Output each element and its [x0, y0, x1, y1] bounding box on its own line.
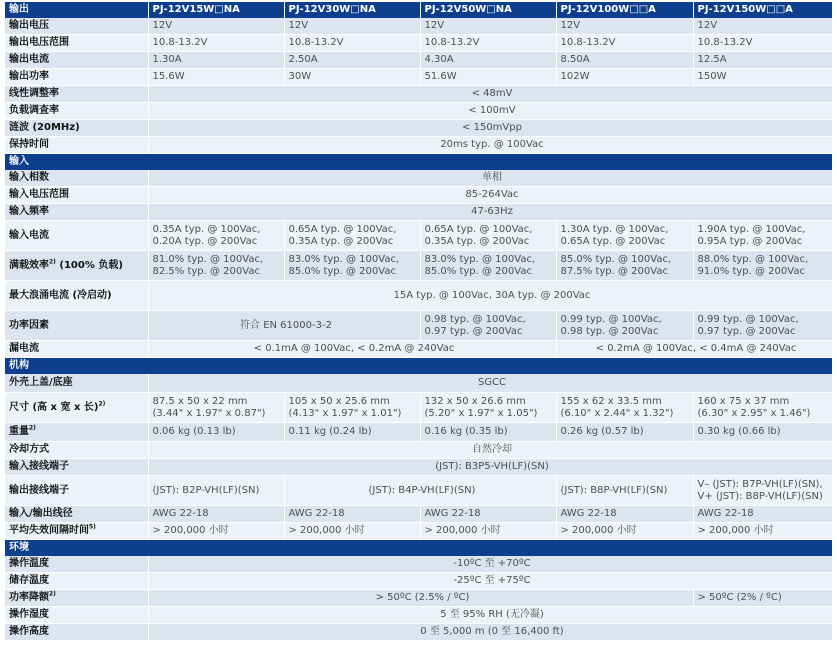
cell: 10.8-13.2V — [420, 35, 556, 52]
row-input-current — [5, 221, 832, 251]
cell — [420, 251, 556, 281]
row-label: 输入频率 — [5, 204, 148, 221]
cell-line: (5.20" x 1.97" x 1.05") — [424, 407, 538, 419]
section-title: 机构 — [5, 358, 832, 375]
row-label: 输出电压范围 — [5, 35, 148, 52]
cell: 10.8-13.2V — [284, 35, 420, 52]
cell — [693, 311, 832, 341]
row-input-frequency — [5, 204, 832, 221]
cell-line: 160 x 75 x 37 mm — [697, 395, 790, 407]
cell — [556, 221, 693, 251]
cell-line: 1.90A typ. @ 100Vac, — [697, 223, 806, 235]
cell-line: 0.98 typ. @ 100Vac, — [424, 313, 526, 325]
row-case — [5, 374, 832, 393]
cell-merged: (JST): B3P5-VH(LF)(SN) — [148, 459, 832, 476]
cell-line: 0.65A typ. @ 100Vac, — [288, 223, 397, 235]
row-label: 操作温度 — [5, 556, 148, 573]
cell-merged: 15A typ. @ 100Vac, 30A typ. @ 200Vac — [148, 281, 832, 311]
cell — [148, 251, 284, 281]
row-label: 最大浪涌电流 (冷启动) — [5, 281, 148, 311]
cell: 0.11 kg (0.24 lb) — [284, 423, 420, 442]
spec-table — [5, 2, 833, 641]
row-label — [5, 523, 148, 540]
row-label — [5, 251, 148, 281]
cell-merged: -10ºC 至 +70ºC — [148, 556, 832, 573]
cell-merged: -25ºC 至 +75ºC — [148, 573, 832, 590]
cell: 4.30A — [420, 52, 556, 69]
cell-line: 0.35A typ. @ 200Vac — [288, 235, 394, 247]
row-label: 输入电流 — [5, 221, 148, 251]
cell: 8.50A — [556, 52, 693, 69]
cell-line: 132 x 50 x 26.6 mm — [424, 395, 526, 407]
row-label: 储存温度 — [5, 573, 148, 590]
row-output-power — [5, 69, 832, 86]
cell: 1.30A — [148, 52, 284, 69]
model-name: PJ-12V100W□□A — [556, 2, 693, 18]
cell-line: V+ (JST): B8P-VH(LF)(SN) — [697, 490, 823, 502]
cell-merged: 47-63Hz — [148, 204, 832, 221]
row-mtbf — [5, 523, 832, 540]
cell: > 200,000 小时 — [284, 523, 420, 540]
cell-line: 81.0% typ. @ 100Vac, — [152, 253, 264, 265]
cell: 0.16 kg (0.35 lb) — [420, 423, 556, 442]
row-label: 操作湿度 — [5, 607, 148, 624]
cell — [556, 251, 693, 281]
cell: 102W — [556, 69, 693, 86]
row-label: 输出电压 — [5, 18, 148, 35]
footnote-mark: 2) — [98, 400, 106, 408]
label-text: 功率降额 — [9, 592, 49, 603]
label-text: 重量 — [9, 426, 29, 437]
cell-merged: (JST): B4P-VH(LF)(SN) — [284, 476, 556, 506]
cell: 10.8-13.2V — [148, 35, 284, 52]
row-label: 负载调查率 — [5, 103, 148, 120]
cell-line: 0.20A typ. @ 200Vac — [152, 235, 258, 247]
cell-line: 0.65A typ. @ 200Vac — [560, 235, 666, 247]
cell-line: (6.30" x 2.95" x 1.46") — [697, 407, 811, 419]
model-name: PJ-12V15W□NA — [148, 2, 284, 18]
row-derating — [5, 590, 832, 607]
row-efficiency — [5, 251, 832, 281]
model-name: PJ-12V50W□NA — [420, 2, 556, 18]
row-power-factor — [5, 311, 832, 341]
row-label — [5, 590, 148, 607]
row-label: 输入接线端子 — [5, 459, 148, 476]
row-label: 保持时间 — [5, 137, 148, 154]
cell-line: 0.97 typ. @ 200Vac — [697, 325, 796, 337]
cell: 12.5A — [693, 52, 832, 69]
cell-merged: > 50ºC (2.5% / ºC) — [148, 590, 693, 607]
cell-merged: < 0.1mA @ 100Vac, < 0.2mA @ 240Vac — [148, 341, 556, 358]
label-text: 满载效率 — [9, 259, 49, 271]
cell-line: 0.99 typ. @ 100Vac, — [697, 313, 799, 325]
cell-line: 155 x 62 x 33.5 mm — [560, 395, 662, 407]
row-label — [5, 393, 148, 423]
cell: 0.30 kg (0.66 lb) — [693, 423, 832, 442]
row-hold-up-time — [5, 137, 832, 154]
cell-merged: < 0.2mA @ 100Vac, < 0.4mA @ 240Vac — [556, 341, 832, 358]
cell-line: V– (JST): B7P-VH(LF)(SN), — [697, 478, 823, 490]
cell — [284, 221, 420, 251]
cell-merged: 0 至 5,000 m (0 至 16,400 ft) — [148, 624, 832, 641]
row-label: 输入/输出线径 — [5, 506, 148, 523]
cell — [284, 393, 420, 423]
row-label: 输入相数 — [5, 170, 148, 187]
cell: (JST): B2P-VH(LF)(SN) — [148, 476, 284, 506]
cell-line: 0.65A typ. @ 100Vac, — [424, 223, 533, 235]
cell-line: 85.0% typ. @ 200Vac — [424, 265, 532, 277]
row-output-voltage-range — [5, 35, 832, 52]
section-title: 环境 — [5, 540, 832, 557]
model-name: PJ-12V30W□NA — [284, 2, 420, 18]
cell-line: 87.5% typ. @ 200Vac — [560, 265, 668, 277]
row-label: 线性调整率 — [5, 86, 148, 103]
cell: 12V — [284, 18, 420, 35]
row-storage-temp — [5, 573, 832, 590]
cell — [556, 311, 693, 341]
footnote-mark: 2) — [29, 424, 36, 432]
label-text: 平均失效间隔时间 — [9, 525, 89, 536]
cell-merged: < 48mV — [148, 86, 832, 103]
cell-merged: < 100mV — [148, 103, 832, 120]
model-name: PJ-12V150W□□A — [693, 2, 832, 18]
cell-line: 0.97 typ. @ 200Vac — [424, 325, 523, 337]
cell: 12V — [556, 18, 693, 35]
cell-merged: 5 至 95% RH (无冷凝) — [148, 607, 832, 624]
cell — [420, 393, 556, 423]
footnote-mark: 2) — [49, 590, 56, 598]
row-label: 操作高度 — [5, 624, 148, 641]
row-altitude — [5, 624, 832, 641]
cell: > 200,000 小时 — [556, 523, 693, 540]
cell-line: 105 x 50 x 25.6 mm — [288, 395, 390, 407]
cell-line: 91.0% typ. @ 200Vac — [697, 265, 805, 277]
cell: 12V — [693, 18, 832, 35]
cell-line: (6.10" x 2.44" x 1.32") — [560, 407, 674, 419]
row-label: 输出接线端子 — [5, 476, 148, 506]
cell: 15.6W — [148, 69, 284, 86]
cell: 0.26 kg (0.57 lb) — [556, 423, 693, 442]
cell-merged: SGCC — [148, 374, 832, 393]
cell-line: 83.0% typ. @ 100Vac, — [424, 253, 536, 265]
cell: 12V — [420, 18, 556, 35]
cell-line: (3.44" x 1.97" x 0.87") — [152, 407, 266, 419]
cell: AWG 22-18 — [148, 506, 284, 523]
label-text: (100% 负载) — [55, 259, 123, 271]
cell: > 50ºC (2% / ºC) — [693, 590, 832, 607]
row-line-regulation — [5, 86, 832, 103]
cell — [148, 221, 284, 251]
cell-line: 88.0% typ. @ 100Vac, — [697, 253, 809, 265]
cell-line: 82.5% typ. @ 200Vac — [152, 265, 260, 277]
cell — [420, 311, 556, 341]
row-operating-temp — [5, 556, 832, 573]
row-input-terminal — [5, 459, 832, 476]
row-label: 漏电流 — [5, 341, 148, 358]
row-input-voltage-range — [5, 187, 832, 204]
cell — [148, 393, 284, 423]
cell-line: 83.0% typ. @ 100Vac, — [288, 253, 400, 265]
row-label: 输入电压范围 — [5, 187, 148, 204]
row-inrush-current — [5, 281, 832, 311]
cell-line: 0.35A typ. @ 100Vac, — [152, 223, 261, 235]
cell-line: (4.13" x 1.97" x 1.01") — [288, 407, 402, 419]
section-title: 输入 — [5, 154, 832, 171]
cell-merged: 自然冷却 — [148, 442, 832, 459]
cell-merged: 85-264Vac — [148, 187, 832, 204]
row-label: 外壳上盖/底座 — [5, 374, 148, 393]
cell-merged: 符合 EN 61000-3-2 — [148, 311, 420, 341]
cell: 2.50A — [284, 52, 420, 69]
cell: AWG 22-18 — [420, 506, 556, 523]
cell-line: 0.98 typ. @ 200Vac — [560, 325, 659, 337]
cell: 12V — [148, 18, 284, 35]
section-header-mechanical — [5, 358, 832, 375]
cell-merged: 单相 — [148, 170, 832, 187]
cell — [284, 251, 420, 281]
cell-line: 85.0% typ. @ 100Vac, — [560, 253, 672, 265]
row-weight — [5, 423, 832, 442]
row-load-regulation — [5, 103, 832, 120]
row-label: 涟波 (20MHz) — [5, 120, 148, 137]
cell-line: 0.99 typ. @ 100Vac, — [560, 313, 662, 325]
cell-line: 85.0% typ. @ 200Vac — [288, 265, 396, 277]
cell: 10.8-13.2V — [556, 35, 693, 52]
section-header-environment — [5, 540, 832, 557]
footnote-mark: 2) — [49, 258, 56, 266]
row-label: 输出功率 — [5, 69, 148, 86]
cell — [693, 251, 832, 281]
cell: > 200,000 小时 — [420, 523, 556, 540]
row-leakage-current — [5, 341, 832, 358]
cell: > 200,000 小时 — [148, 523, 284, 540]
cell-line: 0.35A typ. @ 200Vac — [424, 235, 530, 247]
footnote-mark: 5) — [89, 523, 96, 531]
cell — [420, 221, 556, 251]
cell — [693, 393, 832, 423]
cell: 0.06 kg (0.13 lb) — [148, 423, 284, 442]
row-label: 功率因素 — [5, 311, 148, 341]
section-title: 输出 — [5, 2, 148, 18]
cell: 150W — [693, 69, 832, 86]
row-label: 冷却方式 — [5, 442, 148, 459]
cell: AWG 22-18 — [284, 506, 420, 523]
cell — [693, 221, 832, 251]
cell — [693, 476, 832, 506]
cell-line: 87.5 x 50 x 22 mm — [152, 395, 248, 407]
cell: > 200,000 小时 — [693, 523, 832, 540]
row-input-phase — [5, 170, 832, 187]
cell: 51.6W — [420, 69, 556, 86]
row-output-terminal — [5, 476, 832, 506]
cell — [556, 393, 693, 423]
cell: 10.8-13.2V — [693, 35, 832, 52]
section-header-output — [5, 2, 832, 18]
label-text: 尺寸 (高 x 宽 x 长) — [9, 401, 99, 413]
cell: (JST): B8P-VH(LF)(SN) — [556, 476, 693, 506]
row-cooling — [5, 442, 832, 459]
row-ripple — [5, 120, 832, 137]
row-output-voltage — [5, 18, 832, 35]
row-humidity — [5, 607, 832, 624]
cell-line: 1.30A typ. @ 100Vac, — [560, 223, 669, 235]
cell: 30W — [284, 69, 420, 86]
row-output-current — [5, 52, 832, 69]
cell: AWG 22-18 — [693, 506, 832, 523]
cell-merged: 20ms typ. @ 100Vac — [148, 137, 832, 154]
cell: AWG 22-18 — [556, 506, 693, 523]
row-label — [5, 423, 148, 442]
cell-merged: < 150mVpp — [148, 120, 832, 137]
row-size — [5, 393, 832, 423]
row-wire-gauge — [5, 506, 832, 523]
cell-line: 0.95A typ. @ 200Vac — [697, 235, 803, 247]
section-header-input — [5, 154, 832, 171]
row-label: 输出电流 — [5, 52, 148, 69]
